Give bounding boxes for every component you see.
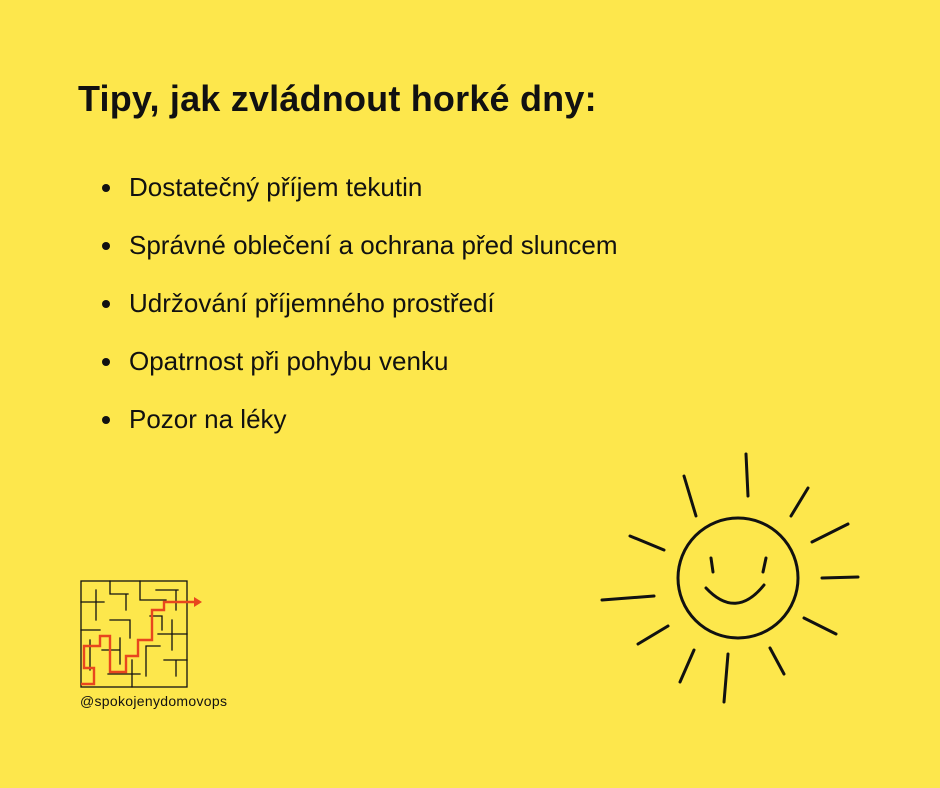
tip-text: Opatrnost při pohybu venku bbox=[129, 346, 449, 376]
bullet-icon bbox=[102, 242, 110, 250]
tip-text: Pozor na léky bbox=[129, 404, 287, 434]
tips-list bbox=[102, 172, 618, 462]
bullet-icon bbox=[102, 300, 110, 308]
tip-item bbox=[102, 404, 618, 462]
social-handle: @spokojenydomovops bbox=[80, 693, 228, 709]
tip-item bbox=[102, 230, 618, 288]
bullet-icon bbox=[102, 358, 110, 366]
page-title: Tipy, jak zvládnout horké dny: bbox=[78, 78, 597, 119]
tip-item bbox=[102, 172, 618, 230]
bullet-icon bbox=[102, 184, 110, 192]
tip-item bbox=[102, 288, 618, 346]
maze-logo-icon bbox=[80, 580, 204, 690]
smiling-sun-icon bbox=[596, 450, 866, 710]
tip-text: Udržování příjemného prostředí bbox=[129, 288, 495, 318]
tip-item bbox=[102, 346, 618, 404]
bullet-icon bbox=[102, 416, 110, 424]
tip-text: Dostatečný příjem tekutin bbox=[129, 172, 423, 202]
tip-text: Správné oblečení a ochrana před sluncem bbox=[129, 230, 618, 260]
